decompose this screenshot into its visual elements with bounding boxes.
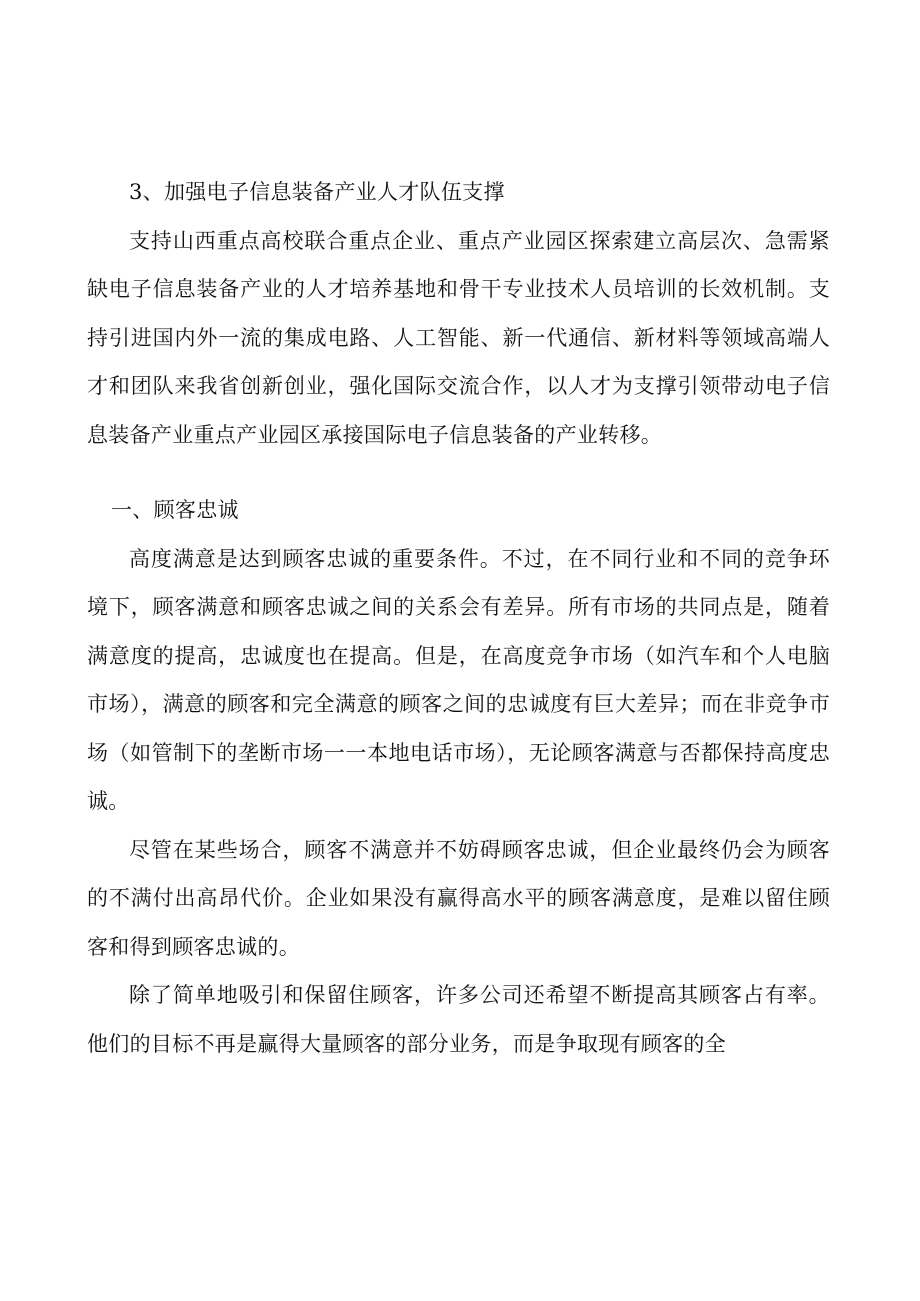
paragraph-talent-support: 支持山西重点高校联合重点企业、重点产业园区探索建立高层次、急需紧缺电子信息装备产业的人才培养基地和骨干专业技术人员培训的长效机制。支持引进国内外一流的集成电路、人工智能、新一代通信、新材料等领域高端人才和团队来我省创新创业，强化国际交流合作，以人才为支撑引领带动电子信息装备产业重点产业园区承接国际电子信息装备的产业转移。 <box>87 228 830 447</box>
paragraph-dissatisfaction-cost: 尽管在某些场合，顾客不满意并不妨碍顾客忠诚，但企业最终仍会为顾客的不满付出高昂代价。企业如果没有赢得高水平的顾客满意度，是难以留住顾客和得到顾客忠诚的。 <box>87 837 830 959</box>
paragraph-satisfaction-loyalty: 高度满意是达到顾客忠诚的重要条件。不过，在不同行业和不同的竞争环境下，顾客满意和顾客忠诚之间的关系会有差异。所有市场的共同点是，随着满意度的提高，忠诚度也在提高。但是，在高度竞争市场（如汽车和个人电脑市场），满意的顾客和完全满意的顾客之间的忠诚度有巨大差异；而在非竞争市场（如管制下的垄断市场一一本地电话市场），无论顾客满意与否都保持高度忠诚。 <box>87 546 830 813</box>
section-heading-talent: 3、加强电子信息装备产业人才队伍支撑 <box>129 180 505 204</box>
paragraph-customer-share: 除了简单地吸引和保留住顾客，许多公司还希望不断提高其顾客占有率。他们的目标不再是赢得大量顾客的部分业务，而是争取现有顾客的全 <box>87 983 830 1056</box>
section-spacer <box>87 459 830 486</box>
section-heading-customer-loyalty: 一、顾客忠诚 <box>111 498 239 522</box>
